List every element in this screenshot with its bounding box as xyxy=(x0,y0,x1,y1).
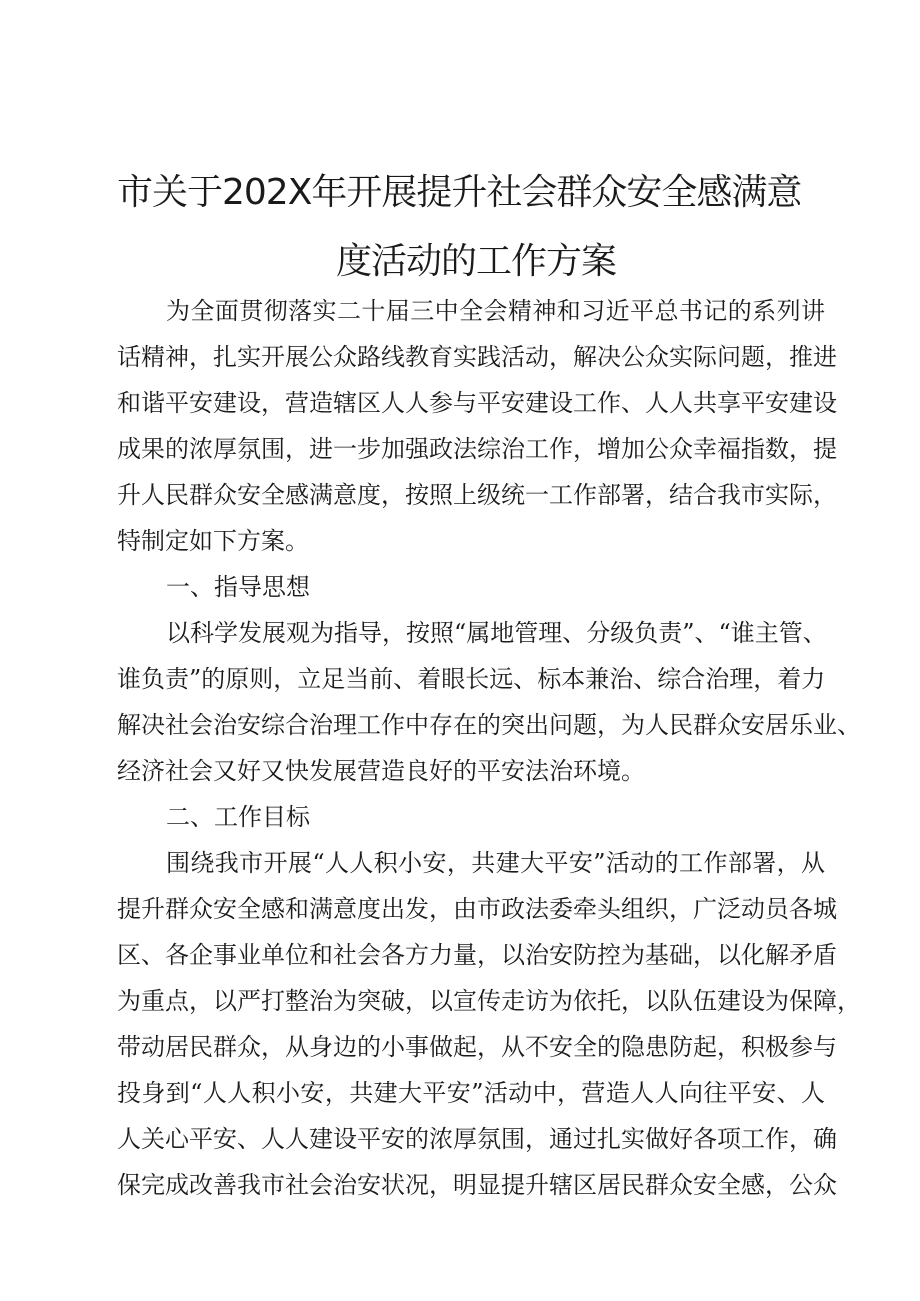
document-title-line-2: 度活动的工作方案 xyxy=(336,241,617,282)
intro-line-2: 话精神，扎实开展公众路线教育实践活动，解决公众实际问题，推进 xyxy=(117,343,837,371)
section2-line-7: 人关心平安、人人建设平安的浓厚氛围，通过扎实做好各项工作，确 xyxy=(117,1125,837,1153)
section1-line-1: 以科学发展观为指导，按照“属地管理、分级负责”、“谁主管、 xyxy=(166,619,827,647)
section-heading-guiding-thought: 一、指导思想 xyxy=(166,573,310,601)
section2-line-8: 保完成改善我市社会治安状况，明显提升辖区居民群众安全感，公众 xyxy=(117,1171,837,1199)
intro-line-4: 成果的浓厚氛围，进一步加强政法综治工作，增加公众幸福指数，提 xyxy=(117,435,837,463)
intro-line-1: 为全面贯彻落实二十届三中全会精神和习近平总书记的系列讲 xyxy=(166,297,825,325)
document-title-line-1: 市关于202X年开展提升社会群众安全感满意 xyxy=(117,172,802,213)
section2-line-1: 围绕我市开展“人人积小安，共建大平安”活动的工作部署，从 xyxy=(166,849,825,877)
section-heading-work-goals: 二、工作目标 xyxy=(166,803,310,831)
section1-line-4: 经济社会又好又快发展营造良好的平安法治环境。 xyxy=(117,757,645,785)
section1-line-2: 谁负责”的原则，立足当前、着眼长远、标本兼治、综合治理，着力 xyxy=(117,665,826,693)
section2-line-2: 提升群众安全感和满意度出发，由市政法委牵头组织，广泛动员各城 xyxy=(117,895,837,923)
section1-line-3: 解决社会治安综合治理工作中存在的突出问题，为人民群众安居乐业、 xyxy=(117,711,861,739)
section2-line-5: 带动居民群众，从身边的小事做起，从不安全的隐患防起，积极参与 xyxy=(117,1033,837,1061)
intro-line-3: 和谐平安建设，营造辖区人人参与平安建设工作、人人共享平安建设 xyxy=(117,389,837,417)
intro-line-6: 特制定如下方案。 xyxy=(117,527,309,555)
section2-line-3: 区、各企事业单位和社会各方力量，以治安防控为基础，以化解矛盾 xyxy=(117,941,837,969)
section2-line-4: 为重点，以严打整治为突破，以宣传走访为依托，以队伍建设为保障， xyxy=(117,987,861,1015)
section2-line-6: 投身到“人人积小安，共建大平安”活动中，营造人人向往平安、人 xyxy=(117,1079,825,1107)
intro-line-5: 升人民群众安全感满意度，按照上级统一工作部署，结合我市实际， xyxy=(117,481,837,509)
